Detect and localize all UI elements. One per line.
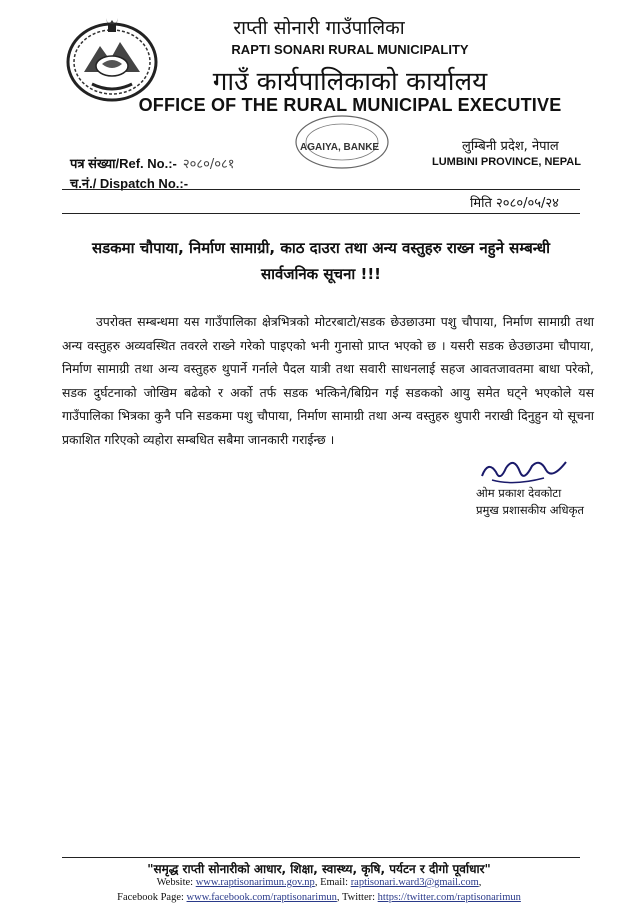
office-name-en: OFFICE OF THE RURAL MUNICIPAL EXECUTIVE	[138, 95, 562, 115]
facebook-link[interactable]: www.facebook.com/raptisonarimun	[186, 892, 337, 903]
notice-body: उपरोक्त सम्बन्धमा यस गाउँपालिका क्षेत्रभित्रको मोटरबाटो/सडक छेउछाउमा पशु चौपाया, निर्माण सामाग्री तथा अन्य वस्तुहरु अव्यवस्थित तवरले राख्ने गरेको पाइएको भनी गुनासो प्राप्त भएको छ । यसरी सडक छेउछाउमा चौपाया, निर्माण सामाग्री तथा अन्य वस्तुहरु थुपार्ने गर्नाले पैदल यात्री तथा सवारी साधनलाई सहज आवतजावतमा बाधा परेको, सडक दुर्घटनाको जोखिम बढेको र अर्को तर्फ सडक भत्किने/बिग्रिन गई सडकको आयु समेत घट्ने भएकोले यस गाउँपालिका भित्रका कुनै पनि सडकमा पशु चौपाया, निर्माण सामाग्री तथा अन्य वस्तुहरु थुपारी नराखी दिनुहुन यो सूचना प्रकाशित गरिएको व्यहोरा सम्बधित सबैमा जानकारी गराईन्छ ।	[62, 314, 594, 447]
header-divider	[62, 189, 580, 190]
letter-date: मिति २०८०/०५/२४	[470, 196, 559, 211]
notice-title-line1: सडकमा चौपाया, निर्माण सामाग्री, काठ दाउरा तथा अन्य वस्तुहरु राख्न नहुने सम्बन्धी	[91, 239, 551, 257]
footer-contact-line1	[0, 877, 638, 888]
notice-title	[62, 235, 580, 287]
municipality-name-np: राप्ती सोनारी गाउँपालिका	[233, 17, 405, 39]
dispatch-number-label: च.नं./ Dispatch No.:-	[70, 176, 189, 191]
ref-label: पत्र संख्या/Ref. No.:-	[70, 156, 177, 171]
date-divider	[62, 213, 580, 214]
footer-motto: "समृद्ध राप्ती सोनारीको आधार, शिक्षा, स्वास्थ्य, कृषि, पर्यटन र दीगो पूर्वाधार"	[147, 862, 491, 876]
email-label: , Email:	[314, 877, 349, 888]
signature	[474, 452, 574, 490]
reference-number	[70, 154, 235, 172]
ref-value: २०८०/०८१	[182, 157, 235, 172]
twitter-label: , Twitter:	[336, 892, 376, 903]
notice-title-line2: सार्वजनिक सूचना !!!	[260, 265, 382, 283]
twitter-link[interactable]: https://twitter.com/raptisonarimun	[377, 892, 521, 903]
website-label: Website:	[156, 877, 194, 888]
stamp-text: AGAIYA, BANKE	[300, 142, 380, 153]
email-link[interactable]: raptisonari.ward3@gmail.com	[350, 877, 479, 888]
office-name-np: गाउँ कार्यपालिकाको कार्यालय	[212, 67, 488, 97]
footer-contact-line2	[0, 892, 638, 903]
province-np: लुम्बिनी प्रदेश, नेपाल	[462, 139, 559, 154]
footer-divider	[62, 857, 580, 858]
facebook-label: Facebook Page:	[117, 892, 184, 903]
signatory-name: ओम प्रकाश देवकोटा	[476, 486, 562, 500]
website-link[interactable]: www.raptisonarimun.gov.np	[195, 877, 315, 888]
email-tail: ,	[478, 877, 482, 888]
province-en: LUMBINI PROVINCE, NEPAL	[432, 156, 581, 168]
signatory-title: प्रमुख प्रशासकीय अधिकृत	[476, 503, 584, 517]
municipality-name-en: RAPTI SONARI RURAL MUNICIPALITY	[231, 42, 469, 57]
